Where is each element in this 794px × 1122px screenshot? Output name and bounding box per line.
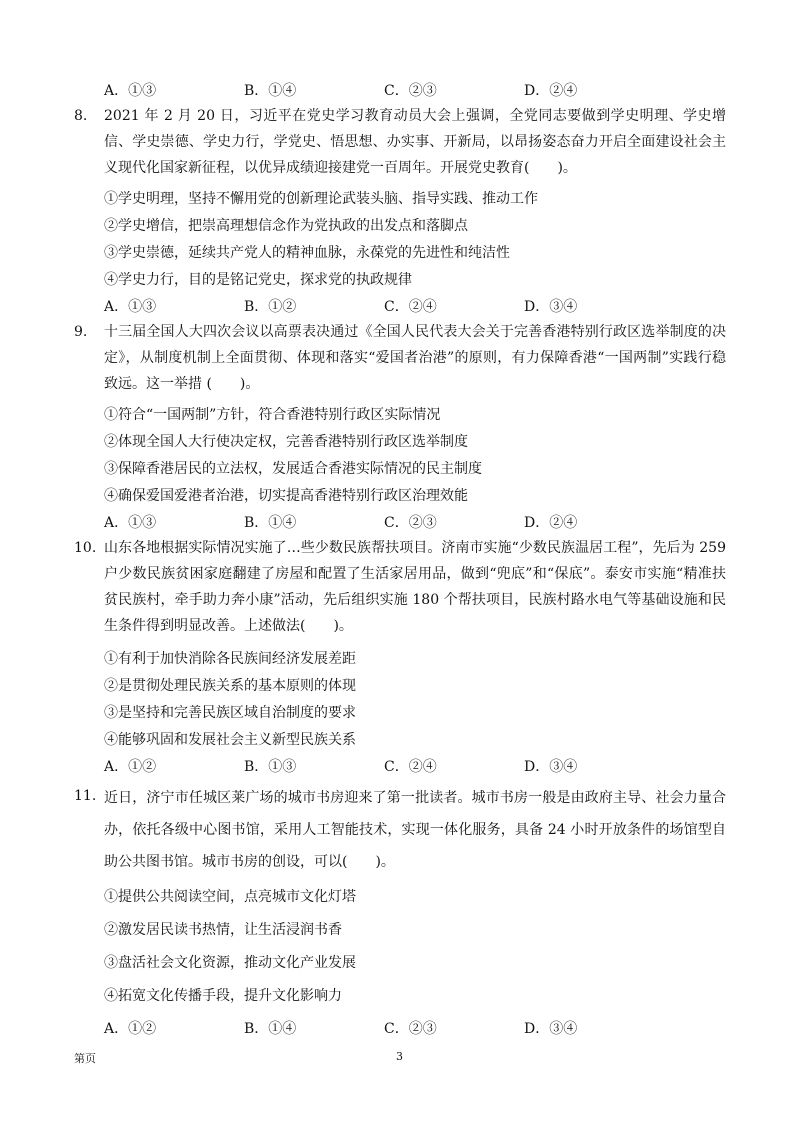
q11-option-c: C．②③ [384,1021,437,1037]
q9-option-b: B．①④ [244,515,297,531]
q11-statement-1: ①提供公共阅读空间，点亮城市文化灯塔 [104,889,356,905]
q7-options [104,80,724,102]
q10-statement-3: ③是坚持和完善民族区域自治制度的要求 [104,705,356,721]
q10-option-b: B．①③ [244,759,297,775]
q11-options [104,1018,724,1040]
q11-option-d: D．③④ [524,1021,578,1037]
q11-number: 11. [74,788,97,804]
q11-statement-4: ④拓宽文化传播手段，提升文化影响力 [104,988,342,1004]
q8-option-b: B．①② [244,299,297,315]
q11-statement-2: ②激发居民读书热情，让生活浸润书香 [104,922,342,938]
q11-stem: 近日，济宁市任城区莱广场的城市书房迎来了第一批读者。城市书房一般是由政府主导、社会力量合办，依托各级中心图书馆，采用人工智能技术，实现一体化服务，具备 24 小时开放条件的场馆型自助公共图书馆。城市书房的创设，可以( )。 [104,790,726,870]
q10-option-a: A．①② [104,759,157,775]
q10-statement-2: ②是贯彻处理民族关系的基本原则的体现 [104,678,356,694]
q11-option-a: A．①② [104,1021,157,1037]
q7-option-d: D．②④ [524,83,578,99]
q10-statement-1: ①有利于加快消除各民族间经济发展差距 [104,651,356,667]
q10-stem: 山东各地根据实际情况实施了…些少数民族帮扶项目。济南市实施“少数民族温居工程”，先后为 259 户少数民族贫困家庭翻建了房屋和配置了生活家居用品，做到“兜底”和“保底”。泰安市实施“精准扶贫民族村，牵手助力奔小康”活动，先后组织实施 180 个帮扶项目，民族村路水电气等基础设施和民生条件得到明显改善。上述做法( )。 [104,540,726,634]
q8-number: 8. [74,108,88,124]
q10-option-c: C．②④ [384,759,437,775]
q9-statement-2: ②体现全国人大行使决定权，完善香港特别行政区选举制度 [104,434,468,450]
q7-option-a: A．①③ [104,83,157,99]
q8-options [104,296,724,318]
q9-statement-4: ④确保爱国爱港者治港，切实提高香港特别行政区治理效能 [104,488,468,504]
q9-statement-3: ③保障香港居民的立法权，发展适合香港实际情况的民主制度 [104,461,482,477]
q10-options [104,756,724,778]
footer-label: 第页 [74,1052,96,1065]
q10-number: 10. [74,540,97,556]
q9-statement-1: ①符合“一国两制”方针，符合香港特别行政区实际情况 [104,407,441,423]
q8-option-c: C．②④ [384,299,437,315]
q8-statement-2: ②学史增信，把崇高理想信念作为党执政的出发点和落脚点 [104,218,468,234]
q10-option-d: D．③④ [524,759,578,775]
q9-option-c: C．②③ [384,515,437,531]
q7-option-c: C．②③ [384,83,437,99]
q9-options [104,512,724,534]
q8-stem: 2021 年 2 月 20 日，习近平在党史学习教育动员大会上强调，全党同志要做到学史明理、学史增信、学史崇德、学史力行，学党史、悟思想、办实事、开新局，以昂扬姿态奋力开启全面建设社会主义现代化国家新征程，以优异成绩迎接建党一百周年。开展党史教育( )。 [104,108,726,176]
q9-option-d: D．②④ [524,515,578,531]
q8-statement-3: ③学史崇德，延续共产党人的精神血脉，永葆党的先进性和纯洁性 [104,245,510,261]
q8-statement-1: ①学史明理，坚持不懈用党的创新理论武装头脑、指导实践、推动工作 [104,191,538,207]
q11-statement-3: ③盘活社会文化资源，推动文化产业发展 [104,955,356,971]
q10-statement-4: ④能够巩固和发展社会主义新型民族关系 [104,732,356,748]
page-number: 3 [396,1050,403,1063]
q8-statement-4: ④学史力行，目的是铭记党史，探求党的执政规律 [104,272,412,288]
q9-option-a: A．①③ [104,515,157,531]
q8-option-d: D．③④ [524,299,578,315]
q7-option-b: B．①④ [244,83,297,99]
q11-option-b: B．①④ [244,1021,297,1037]
q8-option-a: A．①③ [104,299,157,315]
q9-stem: 十三届全国人大四次会议以高票表决通过《全国人民代表大会关于完善香港特别行政区选举制度的决定》，从制度机制上全面贯彻、体现和落实“爱国者治港”的原则，有力保障香港“一国两制”实践行稳致远。这一举措 ( )。 [104,324,726,392]
q9-number: 9. [74,324,88,340]
